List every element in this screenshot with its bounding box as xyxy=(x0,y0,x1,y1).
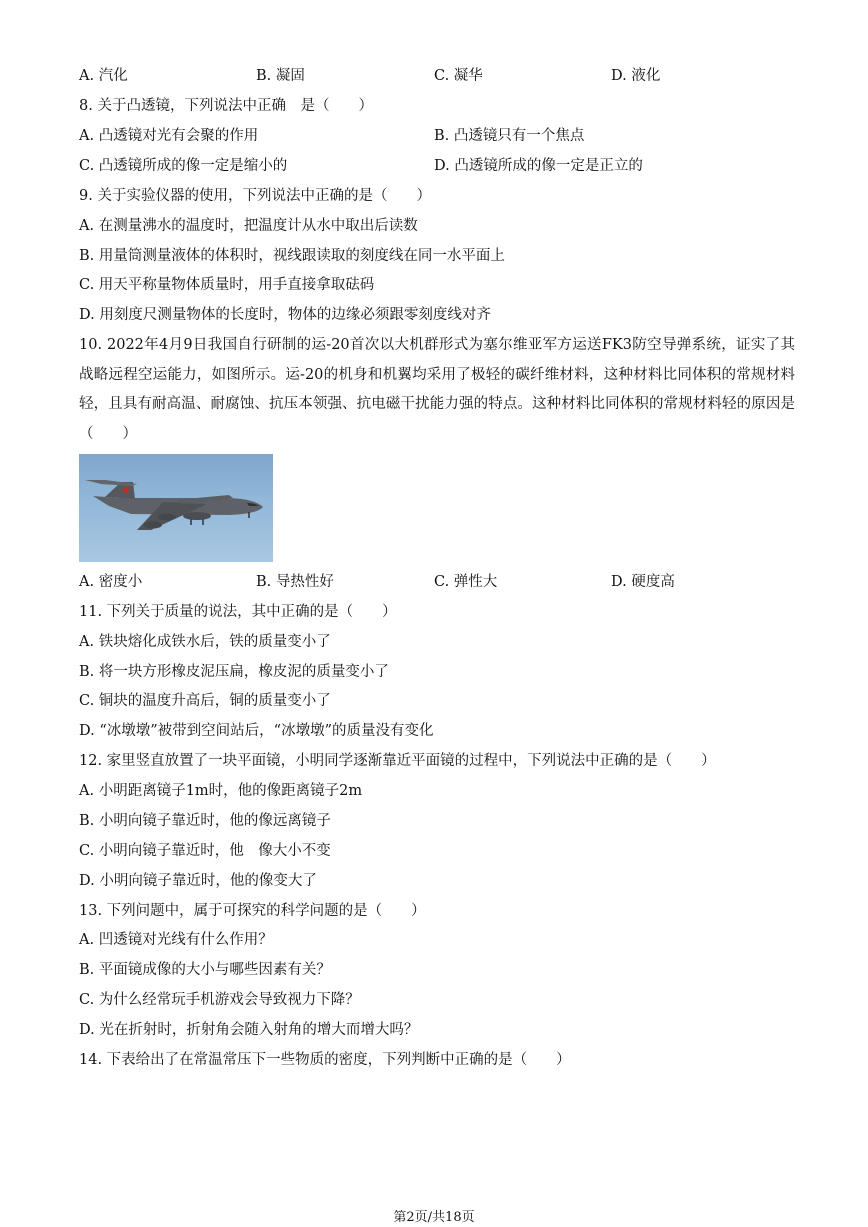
q8-option-a: A. 凸透镜对光有会聚的作用 xyxy=(79,128,259,144)
q7-option-a: A. 汽化 xyxy=(79,68,128,84)
q10-option-b: B. 导热性好 xyxy=(256,574,334,590)
q13-stem: 13. 下列问题中，属于可探究的科学问题的是（ ） xyxy=(79,903,426,919)
q13-option-b: B. 平面镜成像的大小与哪些因素有关？ xyxy=(79,962,331,978)
q9-option-c: C. 用天平称量物体质量时，用手直接拿取砝码 xyxy=(79,277,375,293)
q11-stem: 11. 下列关于质量的说法，其中正确的是（ ） xyxy=(79,604,397,620)
q9-option-d: D. 用刻度尺测量物体的长度时，物体的边缘必须跟零刻度线对齐 xyxy=(79,307,491,323)
q11-option-c: C. 铜块的温度升高后，铜的质量变小了 xyxy=(79,693,331,709)
q11-option-a: A. 铁块熔化成铁水后，铁的质量变小了 xyxy=(79,634,331,650)
q7-option-c: C. 凝华 xyxy=(434,68,483,84)
q9-option-a: A. 在测量沸水的温度时，把温度计从水中取出后读数 xyxy=(79,218,418,234)
q11-option-d: D. “冰墩墩”被带到空间站后，“冰墩墩”的质量没有变化 xyxy=(79,723,434,739)
q13-option-a: A. 凹透镜对光线有什么作用？ xyxy=(79,932,273,948)
q10-option-c: C. 弹性大 xyxy=(434,574,498,590)
q12-option-d: D. 小明向镜子靠近时，他的像变大了 xyxy=(79,873,317,889)
q12-option-c: C. 小明向镜子靠近时，他 像大小不变 xyxy=(79,843,331,859)
q8-option-c: C. 凸透镜所成的像一定是缩小的 xyxy=(79,158,288,174)
q9-option-b: B. 用量筒测量液体的体积时，视线跟读取的刻度线在同一水平面上 xyxy=(79,248,505,264)
q13-option-c: C. 为什么经常玩手机游戏会导致视力下降？ xyxy=(79,992,360,1008)
q10-option-a: A. 密度小 xyxy=(79,574,143,590)
q12-option-b: B. 小明向镜子靠近时，他的像远离镜子 xyxy=(79,813,331,829)
q12-stem: 12. 家里竖直放置了一块平面镜，小明同学逐渐靠近平面镜的过程中，下列说法中正确的是（ ） xyxy=(79,753,716,769)
q10-stem: 10. 2022年4月9日我国自行研制的运-20首次以大机群形式为塞尔维亚军方运送FK3防空导弹系统，证实了其战略远程空运能力，如图所示。运-20的机身和机翼均采用了极轻的碳纤维材料，这种材料比同体积的常规材料轻，且具有耐高温、耐腐蚀、抗压本领强、抗电磁干扰能力强的特点。这种材料比同体积的常规材料轻的原因是（ ） xyxy=(79,337,795,442)
q14-stem: 14. 下表给出了在常温常压下一些物质的密度，下列判断中正确的是（ ） xyxy=(79,1052,571,1068)
q13-option-d: D. 光在折射时，折射角会随入射角的增大而增大吗？ xyxy=(79,1022,419,1038)
q8-stem: 8. 关于凸透镜，下列说法中正确 是（ ） xyxy=(79,98,373,114)
q11-option-b: B. 将一块方形橡皮泥压扁，橡皮泥的质量变小了 xyxy=(79,664,389,680)
q9-stem: 9. 关于实验仪器的使用，下列说法中正确的是（ ） xyxy=(79,188,431,204)
q8-option-d: D. 凸透镜所成的像一定是正立的 xyxy=(434,158,643,174)
q12-option-a: A. 小明距离镜子1m时，他的像距离镜子2m xyxy=(79,783,363,799)
transport-aircraft-photo xyxy=(79,454,273,562)
q7-option-d: D. 液化 xyxy=(611,68,661,84)
aircraft-icon xyxy=(79,454,273,562)
q8-option-b: B. 凸透镜只有一个焦点 xyxy=(434,128,585,144)
q10-option-d: D. 硬度高 xyxy=(611,574,675,590)
q7-option-b: B. 凝固 xyxy=(256,68,305,84)
page-number-footer: 第2页/共18页 xyxy=(393,1210,475,1225)
